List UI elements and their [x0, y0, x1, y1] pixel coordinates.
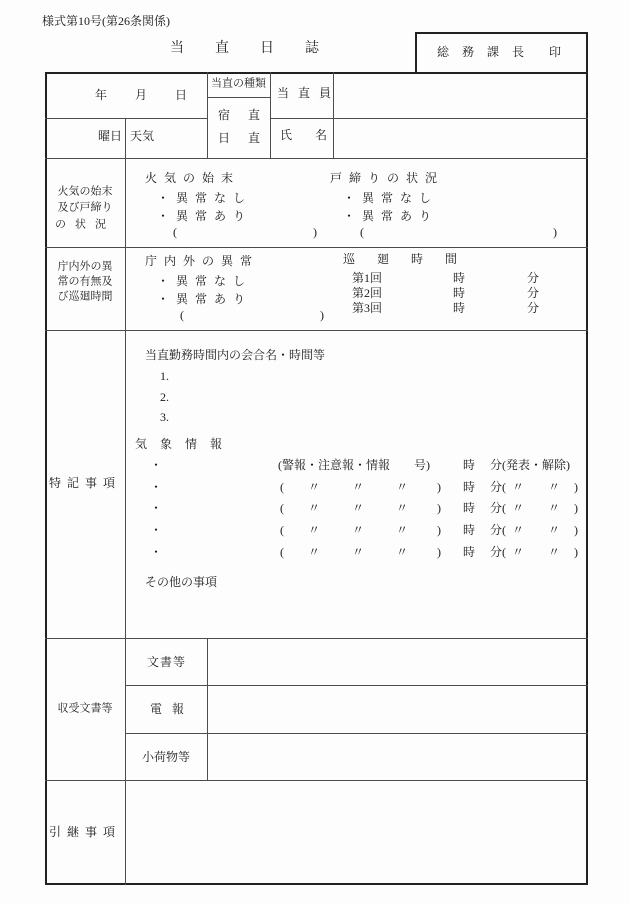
grid-line — [125, 685, 588, 686]
paren-close: ) — [553, 225, 557, 239]
paren-open: ( — [280, 523, 284, 537]
weather-label: 天気 — [130, 129, 155, 143]
bullet: ・ — [150, 501, 163, 515]
fire-section-label-line: の状況 — [55, 218, 115, 231]
minute-label: 分( — [490, 501, 506, 515]
paren-close: ) — [437, 501, 441, 515]
patrol-round-label: 第1回 — [352, 271, 383, 285]
date-label: 年月日 — [95, 88, 216, 102]
duty-type-label: 当直の種類 — [211, 77, 266, 90]
grid-line — [45, 158, 588, 159]
door-ng-option: ・異常あり — [343, 209, 439, 223]
night-duty-option: 宿直 — [218, 108, 279, 122]
ditto-mark: 〃 — [512, 523, 525, 537]
ditto-mark: 〃 — [352, 523, 365, 537]
parcels-row-label: 小荷物等 — [142, 750, 191, 764]
hour-label: 時 — [453, 271, 466, 285]
minute-announce-label: 分(発表・解除) — [490, 458, 570, 472]
door-ok-option: ・異常なし — [343, 191, 439, 205]
form-number: 様式第10号(第26条関係) — [42, 14, 170, 28]
fire-section-label-line: 及び戸締り — [57, 201, 113, 214]
handover-section-label: 引継事項 — [48, 825, 121, 839]
grid-line — [45, 118, 207, 119]
ditto-mark: 〃 — [308, 480, 321, 494]
paren-close: ) — [574, 501, 578, 515]
duty-member-label: 当直員 — [277, 86, 341, 100]
grid-line — [207, 97, 270, 98]
abnormal-ng-option: ・異常あり — [157, 292, 253, 306]
ditto-mark: 〃 — [512, 480, 525, 494]
paren-open: ( — [280, 480, 284, 494]
ditto-mark: 〃 — [512, 501, 525, 515]
hour-label: 時 — [463, 501, 476, 515]
ditto-mark: 〃 — [352, 501, 365, 515]
ditto-mark: 〃 — [512, 545, 525, 559]
ditto-mark: 〃 — [396, 523, 409, 537]
hour-label: 時 — [453, 301, 466, 315]
ditto-mark: 〃 — [548, 480, 561, 494]
warning-types: (警報・注意報・情報 号) — [278, 458, 430, 472]
minute-label: 分( — [490, 480, 506, 494]
paren-close: ) — [574, 523, 578, 537]
ditto-mark: 〃 — [352, 480, 365, 494]
ditto-mark: 〃 — [396, 545, 409, 559]
meeting-number: 2. — [160, 390, 169, 404]
paren-close: ) — [313, 225, 317, 239]
grid-line — [207, 638, 208, 780]
meetings-title: 当直勤務時間内の会合名・時間等 — [145, 348, 326, 362]
door-status-title: 戸締りの状況 — [330, 171, 445, 185]
patrol-round-label: 第3回 — [352, 301, 383, 315]
seal-label: 印 — [549, 45, 562, 59]
fire-ok-option: ・異常なし — [157, 191, 253, 205]
patrol-time-title: 巡廻時間 — [343, 252, 480, 266]
weather-info-title: 気象情報 — [135, 437, 236, 451]
ditto-mark: 〃 — [548, 501, 561, 515]
ditto-mark: 〃 — [308, 523, 321, 537]
paren-close: ) — [320, 308, 324, 322]
paren-open: ( — [280, 545, 284, 559]
paren-close: ) — [437, 480, 441, 494]
paren-open: ( — [180, 308, 184, 322]
grid-line — [45, 780, 588, 781]
ditto-mark: 〃 — [308, 545, 321, 559]
grid-line — [45, 330, 588, 331]
ditto-mark: 〃 — [548, 523, 561, 537]
paren-open: ( — [280, 501, 284, 515]
weekday-label: 曜日 — [98, 129, 123, 143]
patrol-round-label: 第2回 — [352, 286, 383, 300]
table-outer-border — [45, 72, 588, 885]
paren-close: ) — [437, 545, 441, 559]
grid-line — [333, 72, 334, 158]
patrol-section-label-line: 常の有無及 — [57, 275, 113, 288]
grid-line — [45, 247, 588, 248]
fire-ng-option: ・異常あり — [157, 209, 253, 223]
fire-status-title: 火気の始末 — [145, 171, 241, 185]
patrol-section-label-line: 庁内外の異 — [57, 260, 113, 273]
ditto-mark: 〃 — [308, 501, 321, 515]
meeting-number: 1. — [160, 369, 169, 383]
hour-label: 時 — [453, 286, 466, 300]
ditto-mark: 〃 — [396, 501, 409, 515]
minute-label: 分( — [490, 545, 506, 559]
name-label: 氏名 — [280, 128, 351, 142]
patrol-section-label-line: び巡廻時間 — [57, 290, 113, 303]
approval-seal-box — [415, 32, 588, 72]
minute-label: 分( — [490, 523, 506, 537]
bullet: ・ — [150, 480, 163, 494]
bullet: ・ — [150, 545, 163, 559]
grid-line — [125, 118, 126, 885]
abnormal-title: 庁内外の異常 — [145, 254, 260, 268]
ditto-mark: 〃 — [548, 545, 561, 559]
documents-section-label: 収受文書等 — [57, 702, 113, 715]
paren-close: ) — [437, 523, 441, 537]
grid-line — [45, 638, 588, 639]
grid-line — [207, 72, 208, 158]
ditto-mark: 〃 — [352, 545, 365, 559]
main-form-table — [45, 72, 588, 885]
grid-line — [125, 733, 588, 734]
notes-section-label: 特記事項 — [48, 476, 121, 490]
paren-open: ( — [360, 225, 364, 239]
ditto-mark: 〃 — [396, 480, 409, 494]
others-title: その他の事項 — [145, 575, 218, 589]
hour-label: 時 — [463, 523, 476, 537]
hour-label: 時 — [463, 480, 476, 494]
bullet: ・ — [150, 523, 163, 537]
grid-line — [270, 118, 588, 119]
approval-title: 総務課長 — [437, 45, 538, 59]
hour-label: 時 — [463, 458, 476, 472]
minute-label: 分 — [527, 301, 540, 315]
day-duty-option: 日直 — [218, 131, 279, 145]
abnormal-ok-option: ・異常なし — [157, 274, 253, 288]
paren-open: ( — [173, 225, 177, 239]
minute-label: 分 — [527, 271, 540, 285]
minute-label: 分 — [527, 286, 540, 300]
paren-close: ) — [574, 545, 578, 559]
paren-close: ) — [574, 480, 578, 494]
fire-section-label-line: 火気の始末 — [57, 185, 113, 198]
meeting-number: 3. — [160, 410, 169, 424]
hour-label: 時 — [463, 545, 476, 559]
documents-row-label: 文書等 — [147, 655, 187, 669]
page-title: 当直日誌 — [170, 41, 350, 56]
bullet: ・ — [150, 458, 163, 472]
telegram-row-label: 電報 — [150, 702, 195, 716]
